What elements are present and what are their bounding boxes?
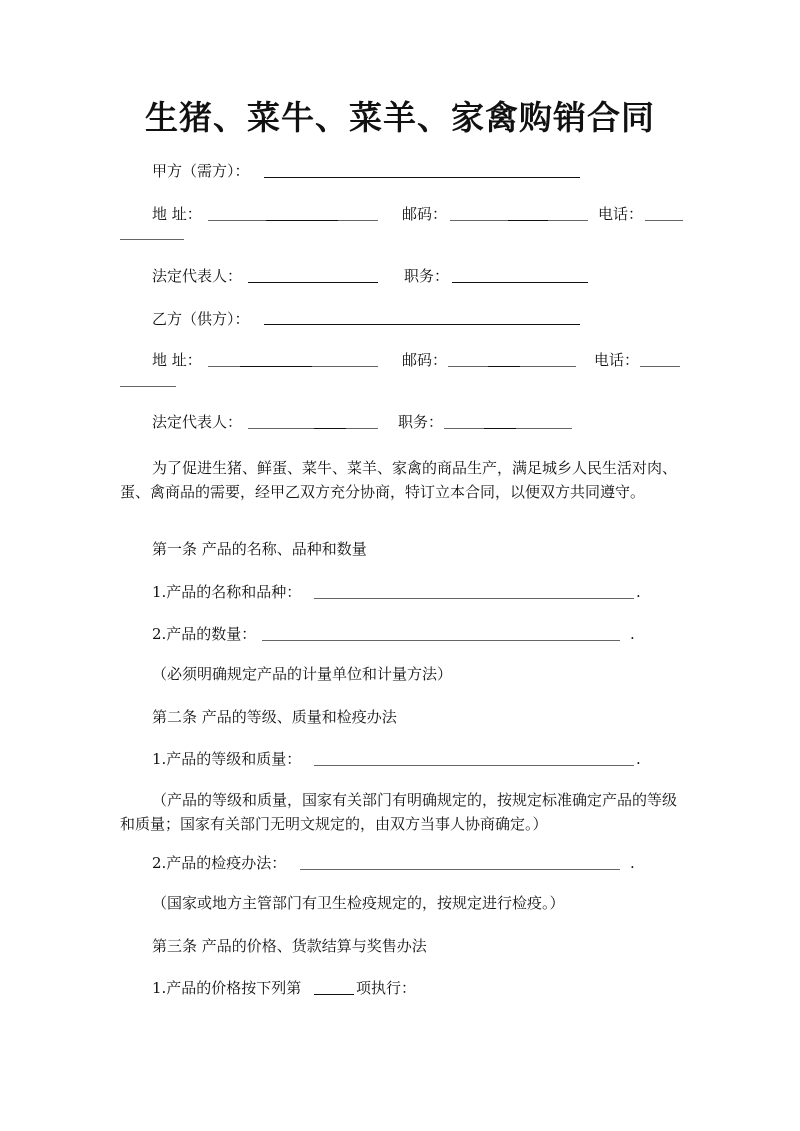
document-title: 生猪、菜牛、菜羊、家禽购销合同 [145, 98, 655, 137]
party-a-legal-rep-label: 法定代表人： [152, 267, 243, 285]
article-3-heading: 第三条 产品的价格、货款结算与奖售办法 [152, 937, 427, 955]
article-2-item-2-label: 2.产品的检疫办法： [152, 854, 287, 872]
preamble-paragraph: 为了促进生猪、鲜蛋、菜牛、菜羊、家禽的商品生产，满足城乡人民生活对肉、蛋、禽商品的需要，经甲乙双方充分协商，特订立本合同，以便双方共同遵守。 [120, 459, 678, 501]
article-1-item-2-period: . [630, 625, 635, 643]
party-b-phone-label: 电话： [594, 351, 640, 369]
party-b-phone-field-cont[interactable] [120, 386, 176, 387]
article-2-heading: 第二条 产品的等级、质量和检疫办法 [152, 708, 397, 726]
party-b-name-field[interactable] [264, 324, 580, 325]
article-1-item-2-label: 2.产品的数量： [152, 625, 257, 643]
article-3-item-1-prefix: 1.产品的价格按下列第 [152, 979, 302, 997]
party-b-label: 乙方（供方）： [152, 310, 250, 328]
product-quantity-field[interactable] [262, 640, 620, 641]
party-a-position-field[interactable] [452, 282, 588, 283]
party-b-position-field-mark [484, 428, 516, 429]
party-b-address-field-mark [240, 366, 312, 367]
party-a-postcode-label: 邮码： [402, 205, 448, 223]
party-b-legal-rep-field[interactable] [248, 428, 378, 429]
article-1-item-1-label: 1.产品的名称和品种： [152, 583, 302, 601]
article-2-item-2-period: . [630, 854, 635, 872]
article-2-item-1-period: . [636, 750, 641, 768]
article-2-note-2: （国家或地方主管部门有卫生检疫规定的，按规定进行检疫。） [152, 894, 565, 912]
party-b-legal-rep-label: 法定代表人： [152, 413, 243, 431]
party-b-postcode-field-mark [488, 366, 520, 367]
party-a-address-label: 地 址： [152, 205, 202, 223]
party-b-postcode-label: 邮码： [402, 351, 448, 369]
article-1-note: （必须明确规定产品的计量单位和计量方法） [152, 665, 453, 683]
party-a-phone-field-cont[interactable] [120, 239, 184, 240]
party-a-name-field[interactable] [264, 177, 580, 178]
party-a-phone-label: 电话： [598, 205, 644, 223]
article-1-item-1-period: . [636, 583, 641, 601]
quarantine-method-field[interactable] [300, 869, 620, 870]
article-1-heading: 第一条 产品的名称、品种和数量 [152, 540, 367, 558]
product-name-variety-field[interactable] [314, 598, 634, 599]
party-a-legal-rep-field[interactable] [248, 282, 378, 283]
party-a-position-label: 职务： [404, 267, 450, 285]
party-b-legal-rep-field-mark [314, 428, 346, 429]
party-a-label: 甲方（需方）： [152, 162, 250, 180]
article-3-item-1-suffix: 项执行： [356, 979, 417, 997]
price-option-number-field[interactable] [314, 994, 354, 995]
party-a-address-field-mark [266, 220, 338, 221]
party-b-address-label: 地 址： [152, 351, 202, 369]
article-2-note-1: （产品的等级和质量，国家有关部门有明确规定的，按规定标准确定产品的等级和质量；国家有关部门无明文规定的，由双方当事人协商确定。） [120, 791, 678, 833]
party-a-postcode-field-mark [508, 220, 548, 221]
party-b-position-label: 职务： [398, 413, 444, 431]
party-b-phone-field[interactable] [640, 366, 680, 367]
party-a-phone-field[interactable] [645, 220, 683, 221]
product-grade-quality-field[interactable] [314, 765, 634, 766]
article-2-item-1-label: 1.产品的等级和质量： [152, 750, 302, 768]
